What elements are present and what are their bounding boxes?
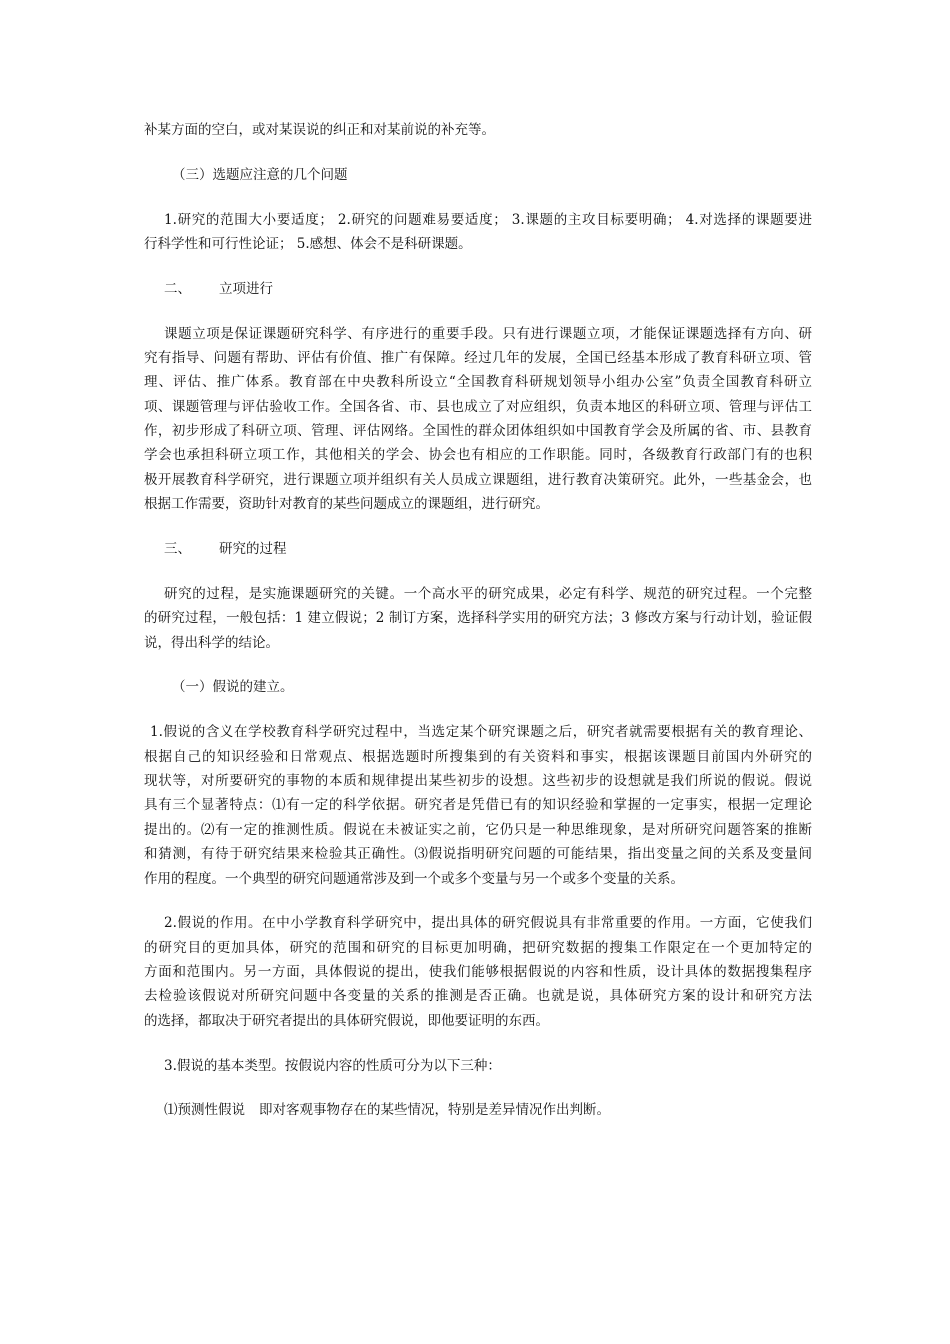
- text-line: 极开展教育科学研究，进行课题立项并组织有关人员成立课题组，进行教育决策研究。此外，一些基金会，也: [144, 471, 812, 488]
- text-line: 2.假说的作用。在中小学教育科学研究中，提出具体的研究假说具有非常重要的作用。一方面，它使我们: [164, 915, 812, 932]
- paragraph-hypothesis-role: [144, 911, 812, 1033]
- paragraph-research-process: [144, 582, 812, 655]
- text-line: 补某方面的空白，或对某误说的纠正和对某前说的补充等。: [144, 122, 495, 138]
- text-line: 课题立项是保证课题研究科学、有序进行的重要手段。只有进行课题立项，才能保证课题选择有方向、研: [164, 325, 812, 342]
- heading-title: 研究的过程: [219, 541, 287, 558]
- heading-title: 立项进行: [219, 280, 273, 297]
- text-line: 行科学性和可行性论证； 5.感想、体会不是科研课题。: [144, 235, 472, 252]
- paragraph-intro: [144, 118, 812, 142]
- paragraph-project-approval: [144, 322, 812, 517]
- item-text: 即对客观事物存在的某些情况，特别是差异情况作出判断。: [259, 1102, 610, 1119]
- paragraph-predictive-hypothesis: [144, 1098, 812, 1122]
- text-line: 的选择，都取决于研究者提出的具体研究假说，即他要证明的东西。: [144, 1012, 549, 1029]
- text-line: 作用的程度。一个典型的研究问题通常涉及到一个或多个变量与另一个或多个变量的关系。: [144, 870, 684, 887]
- text-line: 提出的。⑵有一定的推测性质。假说在未被证实之前，它仍只是一种思维现象，是对所研究问题答案的推断: [144, 821, 812, 838]
- text-line: 去检验该假说对所研究问题中各变量的关系的推测是否正确。也就是说，具体研究方案的设计和研究方法: [144, 988, 812, 1005]
- text-line: 方面和范围内。另一方面，具体假说的提出，使我们能够根据假说的内容和性质，设计具体的数据搜集程序: [144, 964, 812, 981]
- heading-number: 三、: [164, 541, 191, 558]
- item-label: ⑴预测性假说: [164, 1102, 245, 1119]
- heading-number: 二、: [164, 280, 191, 297]
- text-line: 学会也承担科研立项工作，其他相关的学会、协会也有相应的工作职能。同时，各级教育行政部门有的也积: [144, 447, 812, 464]
- heading-section-2: [144, 277, 812, 301]
- heading-line: [164, 537, 812, 561]
- text-line: 项、课题管理与评估验收工作。全国各省、市、县也成立了对应组织，负责本地区的科研立项、管理与评估工: [144, 398, 812, 415]
- text-line: 说，得出科学的结论。: [144, 634, 279, 651]
- heading-line: [164, 277, 812, 301]
- text-line: 理、评估、推广体系。教育部在中央教科所设立“全国教育科研规划领导小组办公室”负责全国教育科研立: [144, 374, 812, 391]
- text-line: 1.研究的范围大小要适度； 2.研究的问题难易要适度； 3.课题的主攻目标要明确； 4.对选择的课题要进: [164, 211, 812, 228]
- text-line: 3.假说的基本类型。按假说内容的性质可分为以下三种：: [164, 1057, 501, 1074]
- heading-hypothesis: [144, 675, 812, 699]
- paragraph-hypothesis-types: [144, 1054, 812, 1078]
- heading-selection-notes: [144, 163, 812, 187]
- document-page: [144, 118, 812, 1143]
- text-line: 根据工作需要，资助针对教育的某些问题成立的课题组，进行研究。: [144, 496, 549, 513]
- heading-text: （三）选题应注意的几个问题: [172, 166, 348, 183]
- paragraph-selection-points: [144, 208, 812, 257]
- text-line: 和猜测，有待于研究结果来检验其正确性。⑶假说指明研究问题的可能结果，指出变量之间的关系及变量间: [144, 846, 812, 863]
- text-line: 现状等，对所要研究的事物的本质和规律提出某些初步的设想。这些初步的设想就是我们所说的假说。假说: [144, 772, 812, 789]
- text-line: 的研究过程，一般包括：1 建立假说；2 制订方案，选择科学实用的研究方法；3 修改方案与行动计划，验证假: [144, 610, 812, 627]
- text-line: [144, 1098, 812, 1122]
- text-line: 1.假说的含义在学校教育科学研究过程中，当选定某个研究课题之后，研究者就需要根据有关的教育理论、: [150, 724, 812, 741]
- text-line: 研究的过程，是实施课题研究的关键。一个高水平的研究成果，必定有科学、规范的研究过程。一个完整: [164, 585, 812, 602]
- text-line: 的研究目的更加具体，研究的范围和研究的目标更加明确，把研究数据的搜集工作限定在一个更加特定的: [144, 939, 812, 956]
- text-line: 具有三个显著特点：⑴有一定的科学依据。研究者是凭借已有的知识经验和掌握的一定事实，根据一定理论: [144, 797, 812, 814]
- text-line: 根据自己的知识经验和日常观点、根据选题时所搜集到的有关资料和事实，根据该课题目前国内外研究的: [144, 748, 812, 765]
- paragraph-hypothesis-meaning: [144, 720, 812, 891]
- heading-section-3: [144, 537, 812, 561]
- heading-text: （一）假说的建立。: [172, 679, 294, 696]
- text-line: 作，初步形成了科研立项、管理、评估网络。全国性的群众团体组织如中国教育学会及所属的省、市、县教育: [144, 423, 812, 440]
- text-line: 究有指导、问题有帮助、评估有价值、推广有保障。经过几年的发展，全国已经基本形成了教育科研立项、管: [144, 349, 812, 366]
